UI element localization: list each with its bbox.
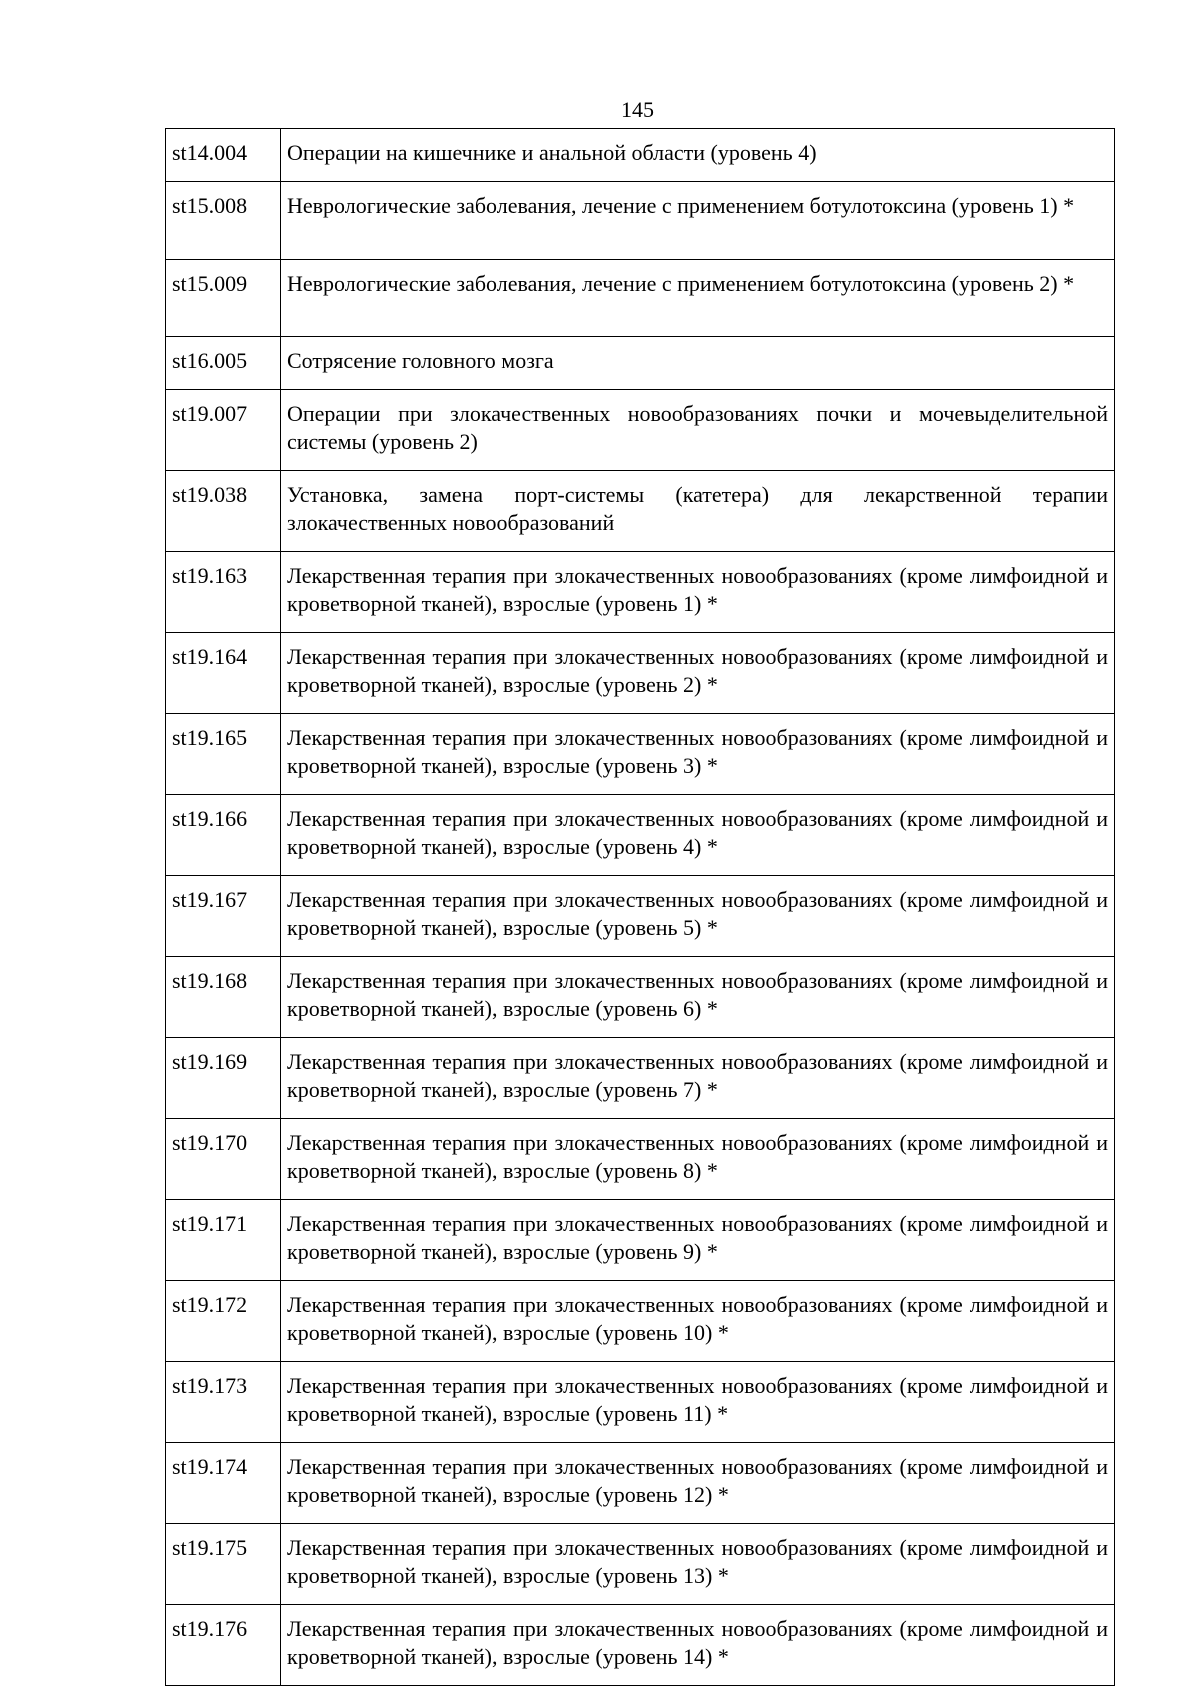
table-row [166, 129, 1115, 182]
table-row [166, 1038, 1115, 1119]
table-row [166, 633, 1115, 714]
row-description: Лекарственная терапия при злокачественных новообразованиях (кроме лимфоидной и кроветворной тканей), взрослые (уровень 9) * [281, 1200, 1115, 1281]
row-description: Лекарственная терапия при злокачественных новообразованиях (кроме лимфоидной и кроветворной тканей), взрослые (уровень 5) * [281, 876, 1115, 957]
row-code: st19.172 [166, 1281, 281, 1362]
row-code: st15.009 [166, 259, 281, 337]
row-code: st19.168 [166, 957, 281, 1038]
row-code: st19.163 [166, 552, 281, 633]
row-description: Лекарственная терапия при злокачественных новообразованиях (кроме лимфоидной и кроветворной тканей), взрослые (уровень 2) * [281, 633, 1115, 714]
row-code: st15.008 [166, 182, 281, 260]
row-description: Неврологические заболевания, лечение с применением ботулотоксина (уровень 1) * [281, 182, 1115, 260]
row-code: st19.176 [166, 1605, 281, 1686]
row-code: st16.005 [166, 337, 281, 390]
row-code: st19.169 [166, 1038, 281, 1119]
row-description: Лекарственная терапия при злокачественных новообразованиях (кроме лимфоидной и кроветворной тканей), взрослые (уровень 8) * [281, 1119, 1115, 1200]
row-description: Неврологические заболевания, лечение с применением ботулотоксина (уровень 2) * [281, 259, 1115, 337]
table-row [166, 876, 1115, 957]
row-code: st19.174 [166, 1443, 281, 1524]
table-row [166, 390, 1115, 471]
row-description: Лекарственная терапия при злокачественных новообразованиях (кроме лимфоидной и кроветворной тканей), взрослые (уровень 13) * [281, 1524, 1115, 1605]
table-row [166, 714, 1115, 795]
row-description: Лекарственная терапия при злокачественных новообразованиях (кроме лимфоидной и кроветворной тканей), взрослые (уровень 10) * [281, 1281, 1115, 1362]
row-description: Лекарственная терапия при злокачественных новообразованиях (кроме лимфоидной и кроветворной тканей), взрослые (уровень 11) * [281, 1362, 1115, 1443]
table-row [166, 1443, 1115, 1524]
row-description: Лекарственная терапия при злокачественных новообразованиях (кроме лимфоидной и кроветворной тканей), взрослые (уровень 12) * [281, 1443, 1115, 1524]
row-description: Лекарственная терапия при злокачественных новообразованиях (кроме лимфоидной и кроветворной тканей), взрослые (уровень 7) * [281, 1038, 1115, 1119]
table-row [166, 1524, 1115, 1605]
table-row [166, 552, 1115, 633]
row-description: Лекарственная терапия при злокачественных новообразованиях (кроме лимфоидной и кроветворной тканей), взрослые (уровень 14) * [281, 1605, 1115, 1686]
row-code: st19.007 [166, 390, 281, 471]
row-code: st19.175 [166, 1524, 281, 1605]
row-description: Сотрясение головного мозга [281, 337, 1115, 390]
table-row [166, 259, 1115, 337]
row-code: st14.004 [166, 129, 281, 182]
row-description: Операции на кишечнике и анальной области (уровень 4) [281, 129, 1115, 182]
table-row [166, 182, 1115, 260]
table-row [166, 957, 1115, 1038]
table-row [166, 795, 1115, 876]
row-description: Операции при злокачественных новообразованиях почки и мочевыделительной системы (уровень 2) [281, 390, 1115, 471]
tariff-code-table [165, 128, 1115, 1686]
table-row [166, 337, 1115, 390]
table-row [166, 471, 1115, 552]
row-code: st19.167 [166, 876, 281, 957]
table-row [166, 1605, 1115, 1686]
table-row [166, 1200, 1115, 1281]
row-code: st19.038 [166, 471, 281, 552]
row-code: st19.166 [166, 795, 281, 876]
row-code: st19.170 [166, 1119, 281, 1200]
table-row [166, 1281, 1115, 1362]
table-row [166, 1362, 1115, 1443]
row-code: st19.165 [166, 714, 281, 795]
row-code: st19.164 [166, 633, 281, 714]
row-description: Установка, замена порт-системы (катетера) для лекарственной терапии злокачественных новообразований [281, 471, 1115, 552]
row-description: Лекарственная терапия при злокачественных новообразованиях (кроме лимфоидной и кроветворной тканей), взрослые (уровень 6) * [281, 957, 1115, 1038]
row-code: st19.171 [166, 1200, 281, 1281]
row-code: st19.173 [166, 1362, 281, 1443]
page-number: 145 [621, 97, 654, 122]
row-description: Лекарственная терапия при злокачественных новообразованиях (кроме лимфоидной и кроветворной тканей), взрослые (уровень 3) * [281, 714, 1115, 795]
row-description: Лекарственная терапия при злокачественных новообразованиях (кроме лимфоидной и кроветворной тканей), взрослые (уровень 1) * [281, 552, 1115, 633]
table-row [166, 1119, 1115, 1200]
row-description: Лекарственная терапия при злокачественных новообразованиях (кроме лимфоидной и кроветворной тканей), взрослые (уровень 4) * [281, 795, 1115, 876]
